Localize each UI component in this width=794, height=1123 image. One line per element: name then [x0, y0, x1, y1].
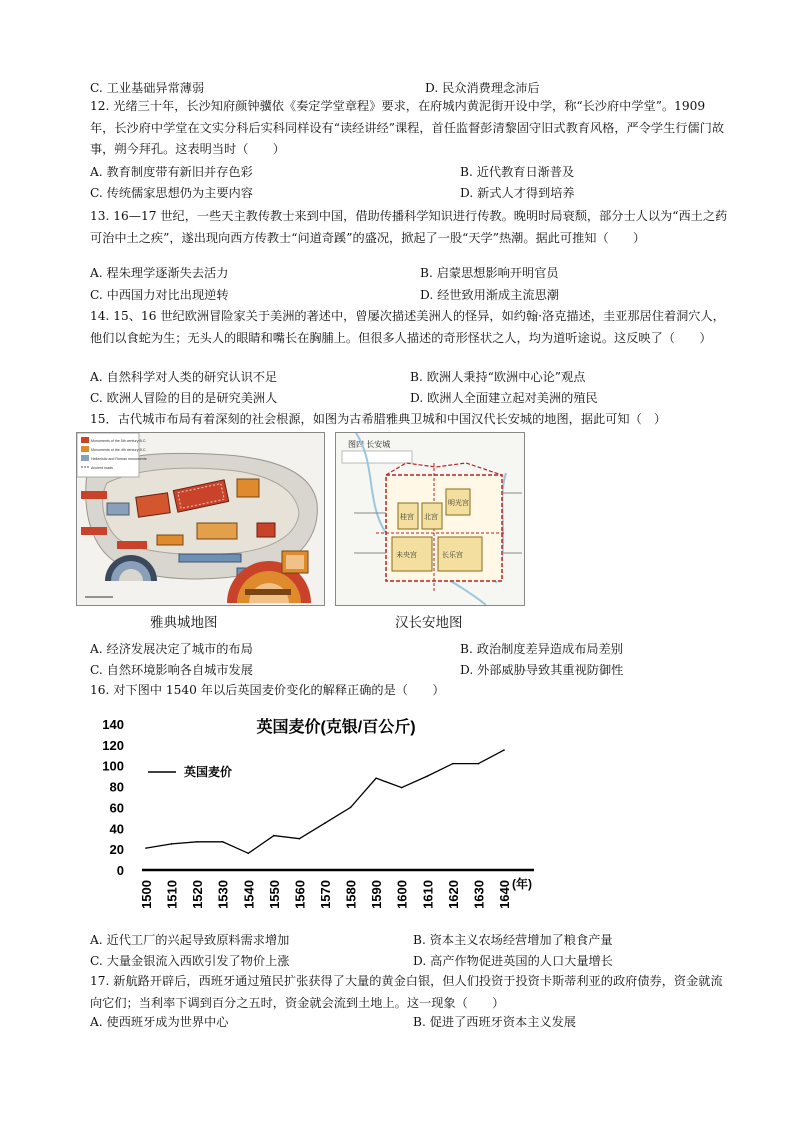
data-point	[401, 787, 403, 789]
x-tick-label: 1600	[394, 880, 410, 909]
data-point	[350, 807, 352, 809]
q17-stem: 17. 新航路开辟后，西班牙通过殖民扩张获得了大量的黄金白银，但人们投资于投资卡斯蒂利亚的政府债券，资金就流向它们；当利率下调到百分之五时，资金就会流到土地上。这一现象（ ）	[90, 974, 723, 1010]
q14-stem: 14. 15、16 世纪欧洲冒险家关于美洲的著述中，曾屡次描述美洲人的怪异，如约翰·洛克描述，圭亚那居住着洞穴人，他们以食蛇为生；无头人的眼睛和嘴长在胸脯上。但很多人描述的奇形怪状之人，均为道听途说。这反映了（ ）	[90, 309, 725, 345]
palace-changle: 长乐宫	[442, 552, 463, 559]
x-axis-unit: (年)	[512, 877, 532, 891]
data-point	[222, 841, 224, 843]
data-point	[478, 763, 480, 765]
q13-option-c: C. 中西国力对比出现逆转	[90, 288, 229, 302]
q12-option-b: B. 近代教育日渐普及	[460, 165, 575, 179]
q14-option-c: C. 欧洲人冒险的目的是研究美洲人	[90, 391, 278, 405]
y-tick-label: 140	[102, 717, 124, 732]
x-tick-label: 1550	[266, 880, 282, 909]
data-point	[324, 822, 326, 824]
x-tick-label: 1520	[190, 880, 206, 909]
athens-legend-2: Monuments of the 4th century B.C.	[91, 448, 147, 452]
athens-legend-3: Hellenistic and Roman monuments	[91, 457, 147, 461]
q14-option-d: D. 欧洲人全面建立起对美洲的殖民	[410, 391, 598, 405]
palace-bei: 北宫	[424, 514, 438, 521]
y-tick-label: 40	[109, 821, 124, 837]
palace-gui: 桂宫	[400, 514, 414, 521]
palace-mingguang: 明光宫	[448, 500, 469, 507]
y-tick-label: 80	[109, 779, 124, 795]
athens-legend-1: Monuments of the 5th century B.C.	[91, 439, 147, 443]
q17-option-b: B. 促进了西班牙资本主义发展	[413, 1015, 576, 1029]
q12-stem: 12. 光绪三十年，长沙知府颜钟骥依《奏定学堂章程》要求，在府城内黄泥街开设中学，称“长沙府中学堂”。1909 年，长沙府中学堂在文实分科后实科同样设有“读经讲经”课程，首任监督彭清黎固守旧式教育风格，严令学生行儒门故事，朔今拜孔。这表明当时（ ）	[90, 99, 725, 156]
y-tick-label: 0	[116, 863, 124, 878]
q16-option-b: B. 资本主义农场经营增加了粮食产量	[413, 933, 613, 947]
changan-map-title: 图四 长安城	[348, 440, 391, 449]
data-point	[299, 838, 301, 840]
x-tick-label: 1630	[471, 880, 487, 909]
changan-map-caption: 汉长安地图	[395, 615, 463, 631]
q14-option-a: A. 自然科学对人类的研究认识不足	[90, 370, 278, 384]
q16-option-d: D. 高产作物促进英国的人口大量增长	[413, 954, 613, 968]
athens-map-drawing	[77, 433, 324, 605]
q17-option-a: A. 使西班牙成为世界中心	[90, 1015, 229, 1029]
q15-option-c: C. 自然环境影响各自城市发展	[90, 663, 253, 677]
wheat-price-chart	[90, 706, 550, 921]
changan-map-drawing	[336, 433, 524, 605]
q12-option-d: D. 新式人才得到培养	[460, 186, 575, 200]
y-tick-label: 100	[102, 758, 124, 774]
q15-option-a: A. 经济发展决定了城市的布局	[90, 642, 253, 656]
data-point	[273, 835, 275, 837]
athens-legend-4: Ancient roads	[91, 466, 113, 470]
athens-map	[76, 432, 325, 606]
athens-map-caption: 雅典城地图	[150, 615, 218, 631]
q16-option-c: C. 大量金银流入西欧引发了物价上涨	[90, 954, 290, 968]
q11-option-c: C. 工业基础异常薄弱	[90, 81, 205, 95]
q16-option-a: A. 近代工厂的兴起导致原料需求增加	[90, 933, 290, 947]
data-point	[196, 841, 198, 843]
q15-stem: 15．古代城市布局有着深刻的社会根源，如图为古希腊雅典卫城和中国汉代长安城的地图，据此可知（ ）	[90, 412, 667, 426]
data-point	[452, 763, 454, 765]
x-tick-label: 1570	[318, 880, 333, 909]
q15-option-b: B. 政治制度差异造成布局差别	[460, 642, 623, 656]
q13-stem: 13. 16—17 世纪，一些天主教传教士来到中国，借助传播科学知识进行传教。晚明时局衰颓，部分士人以为“西土之药可治中土之疾”，遂出现向西方传教士“问道奇蹊”的盛况，掀起了一股“天学”热潮。据此可推知（ ）	[90, 209, 728, 245]
x-axis-ticks	[139, 880, 512, 909]
q12-option-c: C. 传统儒家思想仍为主要内容	[90, 186, 253, 200]
changan-map	[335, 432, 525, 606]
q14-option-b: B. 欧洲人秉持“欧洲中心论”观点	[410, 370, 586, 384]
q13-option-a: A. 程朱理学逐渐失去活力	[90, 266, 229, 280]
q16-stem: 16. 对下图中 1540 年以后英国麦价变化的解释正确的是（ ）	[90, 683, 445, 697]
x-tick-label: 1610	[420, 880, 436, 909]
q12-option-a: A. 教育制度带有新旧并存色彩	[90, 165, 253, 179]
x-tick-label: 1500	[139, 880, 154, 909]
data-point	[375, 777, 377, 779]
data-point	[171, 843, 173, 845]
legend-label: 英国麦价	[184, 765, 233, 779]
x-tick-label: 1590	[369, 880, 385, 909]
q11-option-d: D. 民众消费理念沛后	[425, 81, 540, 95]
palace-weiyang: 未央宫	[396, 552, 417, 559]
x-tick-label: 1620	[445, 880, 461, 909]
chart-title: 英国麦价(克银/百公斤)	[256, 719, 416, 736]
x-tick-label: 1540	[241, 880, 257, 909]
x-tick-label: 1640	[497, 880, 512, 909]
y-tick-label: 120	[102, 737, 124, 753]
x-tick-label: 1560	[292, 880, 308, 909]
x-tick-label: 1530	[215, 880, 231, 909]
data-point	[503, 749, 505, 751]
q15-option-d: D. 外部威胁导致其重视防御性	[460, 663, 624, 677]
y-tick-label: 20	[109, 842, 124, 858]
q13-option-d: D. 经世致用渐成主流思潮	[420, 288, 559, 302]
x-tick-label: 1510	[164, 880, 180, 909]
y-axis-ticks	[102, 717, 124, 878]
y-tick-label: 60	[109, 800, 124, 816]
data-point	[247, 853, 249, 855]
wheat-price-chart-svg	[90, 706, 550, 921]
data-point	[145, 847, 147, 849]
data-point	[426, 775, 428, 777]
x-tick-label: 1580	[343, 880, 359, 909]
q13-option-b: B. 启蒙思想影响开明官员	[420, 266, 559, 280]
